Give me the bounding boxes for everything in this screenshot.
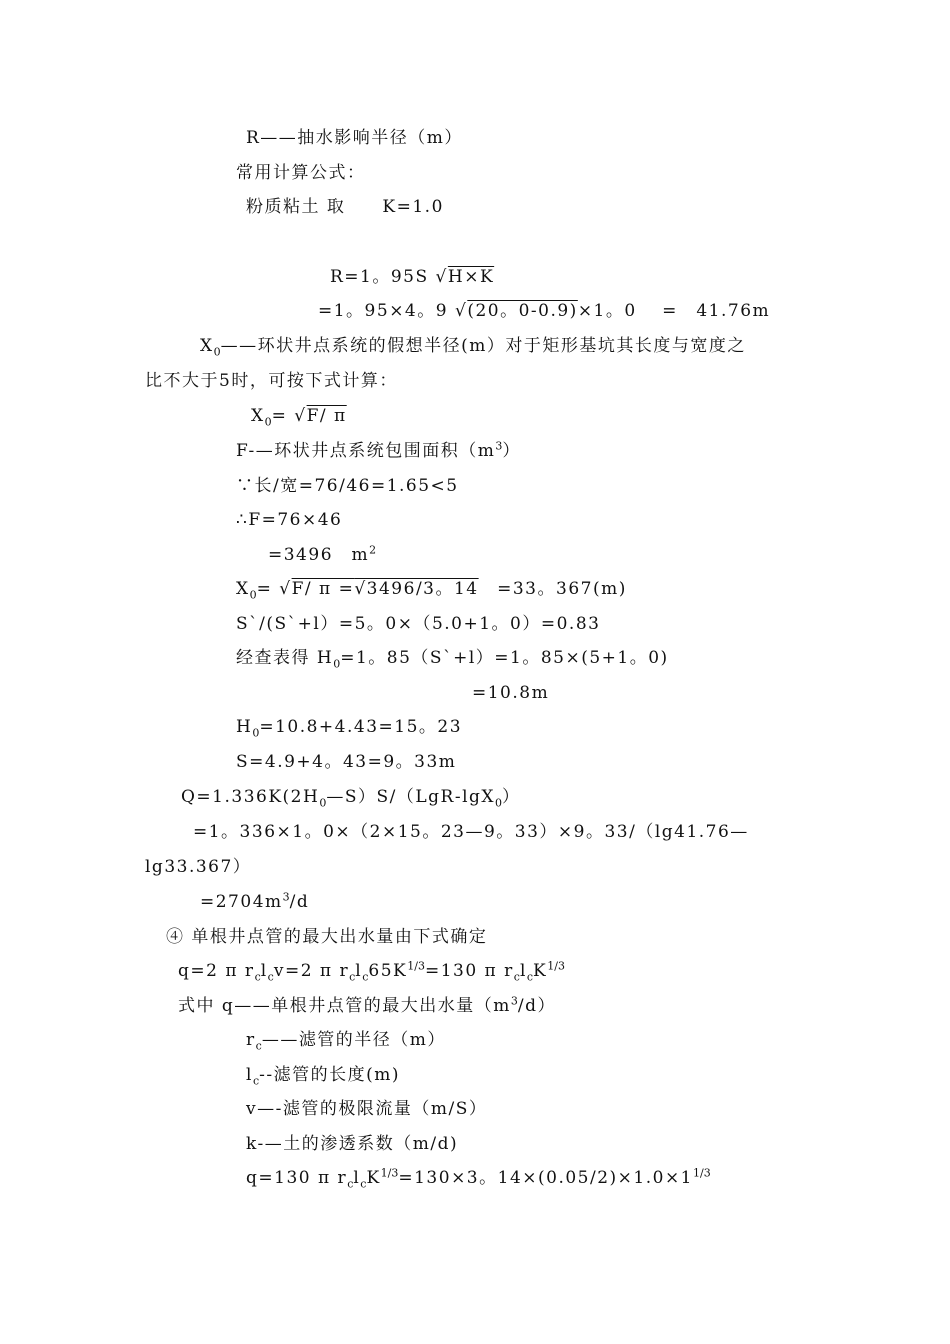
text-line: $H_0=10.8+4.43=15$。23 — [236, 717, 463, 740]
formula-line: R=1。95S √H×K — [330, 267, 495, 287]
formula-line: =1。95×4。9 √(20。0-0.9)×1。0 = 41.76m — [318, 301, 771, 321]
text-line: 经查表得 $H_0=1$。85（S`+l）=1。85×(5+1。0) — [236, 648, 669, 671]
text-line: v—-滤管的极限流量（m/S） — [246, 1099, 488, 1119]
text-line: $l_c--$滤管的长度(m) — [246, 1065, 400, 1088]
text-line: 粉质粘土 取 K=1.0 — [246, 197, 444, 217]
text-line: $r_c——$滤管的半径（m） — [246, 1030, 446, 1053]
text-line: 比不大于5时，可按下式计算： — [145, 371, 398, 391]
text-line: =1。336×1。0×（2×15。23—9。33）×9。33/（lg41.76— — [193, 822, 749, 842]
text-line: ∵长/宽=76/46=1.65<5 — [236, 476, 459, 496]
text-line: =3496 $m^2$ — [268, 543, 377, 565]
formula-line: $X_0= √F/$ π =√3496/3。14 =33。367(m) — [236, 579, 627, 602]
text-line: $=2704m^3/d$ — [200, 890, 310, 912]
text-line: k-—土的渗透系数（m/d) — [246, 1134, 459, 1154]
text-line: S`/(S`+l）=5。0×（5.0+1。0）=0.83 — [236, 614, 601, 634]
text-line: ∴F=76×46 — [236, 510, 343, 530]
text-line: lg33.367） — [145, 857, 252, 877]
text-line: 式中 q——单根井点管的最大出水量$(m^3/d)$ — [178, 994, 557, 1016]
text-line: S=4.9+4。43=9。33m — [236, 752, 457, 772]
formula-line: $Q=1.336K(2H_0—S)S/(LgR-\lg X_0)$ — [181, 787, 521, 810]
text-line: F-—环状井点系统包围面积$(m^3)$ — [236, 439, 521, 461]
text-line: 常用计算公式： — [236, 163, 366, 183]
text-line: =10.8m — [472, 683, 550, 703]
formula-line: $X_0= √F/$ π — [251, 406, 347, 429]
formula-line: q=130 π $r_cl_cK^{1/3}=130\times 3$。$14\times(0.05/2)\times 1.0\times 1^{1/3}$ — [246, 1166, 711, 1191]
text-line: R——抽水影响半径（m） — [246, 128, 463, 148]
section-heading: ④ 单根井点管的最大出水量由下式确定 — [166, 927, 488, 947]
formula-line: q=2 π $r_cl_cv=2$ π $r_cl_c65K^{1/3}=130$ π $r_cl_cK^{1/3}$ — [178, 959, 565, 984]
text-line: $X_0——$环状井点系统的假想半径(m）对于矩形基坑其长度与宽度之 — [200, 336, 746, 359]
